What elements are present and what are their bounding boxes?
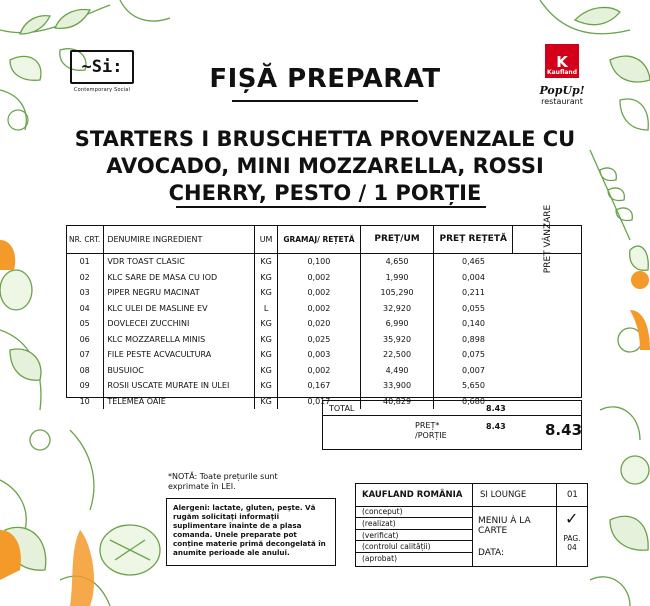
cell-um: KG	[255, 316, 277, 332]
company-name: KAUFLAND ROMÂNIA	[362, 490, 463, 500]
cell-price-recipe: 0,140	[433, 316, 513, 332]
cell-gramaj: 0,167	[277, 378, 360, 394]
cell-nr: 07	[79, 350, 90, 360]
allergen-notice: Alergeni: lactate, gluten, pește. Vă rugăm solicitați informații suplimentare înainte de a plasa comanda. Unele preparate pot conține materie primă decongelată în anumite perioade ale anului.	[166, 498, 336, 566]
cell-ingredient: ROSII USCATE MURATE IN ULEI	[104, 378, 255, 394]
cell-um: KG	[255, 332, 277, 348]
cell-nr: 04	[79, 303, 90, 313]
table-row	[66, 347, 582, 363]
menu-type: MENIU À LA CARTE	[478, 516, 531, 536]
document-code: 01	[567, 490, 578, 500]
table-row	[66, 270, 582, 286]
vegetable-illustration-bottom-right	[590, 300, 650, 606]
cell-price-um: 1,990	[361, 270, 434, 286]
cell-um: L	[255, 301, 277, 317]
price-note: *NOTĂ: Toate prețurile sunt exprimate în LEI.	[168, 472, 278, 491]
header-um: UM	[255, 225, 277, 254]
cell-um: KG	[255, 270, 277, 286]
cell-gramaj: 0,003	[277, 347, 360, 363]
vegetable-illustration-bottom-left	[60, 430, 170, 606]
cell-price-recipe: 0,211	[433, 285, 513, 301]
approval-steps	[356, 506, 472, 565]
cell-nr: 05	[79, 319, 90, 329]
totals-divider	[323, 415, 581, 416]
cell-ingredient: KLC SARE DE MASA CU IOD	[104, 270, 255, 286]
portion-price-value: 8.43	[486, 422, 506, 431]
header-nr: NR. CRT.	[66, 225, 104, 254]
document-title: FIȘĂ PREPARAT	[209, 64, 441, 94]
cell-price-um: 4,490	[361, 363, 434, 379]
vegetable-illustration-left	[0, 200, 70, 606]
signature-block	[355, 483, 588, 567]
table-row	[66, 332, 582, 348]
ingredients-table	[66, 204, 582, 409]
kaufland-k-icon: K	[556, 53, 568, 71]
step-approved: (aprobat)	[362, 554, 398, 564]
table-row	[66, 316, 582, 332]
page-number: PAG. 04	[563, 534, 581, 552]
signature-divider-2	[556, 484, 557, 566]
table-row	[66, 285, 582, 301]
header-gramaj: GRAMAJ/ REȚETĂ	[277, 225, 360, 254]
cell-price-recipe: 5,650	[433, 378, 513, 394]
cell-ingredient: KLC ULEI DE MASLINE EV	[104, 301, 255, 317]
cell-ingredient: BUSUIOC	[104, 363, 255, 379]
table-row	[66, 363, 582, 379]
sale-price-label: PREȚ VÂNZARE	[542, 204, 553, 274]
cell-price-um: 4,650	[361, 254, 434, 270]
cell-nr: 10	[79, 396, 90, 406]
cell-nr: 01	[79, 257, 90, 267]
cell-price-um: 22,500	[361, 347, 434, 363]
cell-um: KG	[255, 378, 277, 394]
cell-price-recipe: 0,898	[433, 332, 513, 348]
cell-price-um: 33,900	[361, 378, 434, 394]
cell-nr: 09	[79, 381, 90, 391]
si-logo-mark: ~Si:	[70, 50, 134, 84]
cell-gramaj: 0,002	[277, 270, 360, 286]
portion-price-label: PREȚ* /PORȚIE	[415, 421, 447, 440]
step-quality-control: (controlul calității)	[356, 541, 472, 553]
step-verified: (verificat)	[356, 530, 472, 542]
cell-nr: 02	[79, 272, 90, 282]
cell-ingredient: VDR TOAST CLASIC	[104, 254, 255, 270]
kaufland-logo-text: Kaufland	[546, 69, 578, 76]
cell-price-um: 35,920	[361, 332, 434, 348]
step-realized: (realizat)	[356, 518, 472, 530]
check-icon: ✓	[565, 509, 579, 528]
cell-gramaj: 0,017	[277, 394, 360, 410]
cell-um: KG	[255, 285, 277, 301]
dish-title: STARTERS I BRUSCHETTA PROVENZALE CU AVOCADO, MINI MOZZARELLA, ROSSI CHERRY, PESTO / 1 PORȚIE	[74, 127, 576, 205]
cell-ingredient: TELEMEA OAIE	[104, 394, 255, 410]
cell-um: KG	[255, 347, 277, 363]
table-row	[66, 301, 582, 317]
totals-box	[322, 400, 582, 450]
cell-gramaj: 0,020	[277, 316, 360, 332]
cell-gramaj: 0,002	[277, 301, 360, 317]
cell-nr: 03	[79, 288, 90, 298]
sale-price-value: 8.43	[545, 421, 583, 439]
total-label: TOTAL	[329, 404, 355, 413]
cell-price-um: 32,920	[361, 301, 434, 317]
cell-ingredient: FILE PESTE ACVACULTURA	[104, 347, 255, 363]
restaurant-logo-text: restaurant	[541, 97, 583, 106]
cell-ingredient: DOVLECEI ZUCCHINI	[104, 316, 255, 332]
cell-price-recipe: 0,465	[433, 254, 513, 270]
signature-divider-1	[472, 484, 473, 566]
si-logo-tagline: Contemporary Social	[73, 87, 131, 93]
total-value: 8.43	[486, 404, 506, 413]
cell-gramaj: 0,002	[277, 285, 360, 301]
table-row	[66, 378, 582, 394]
cell-price-recipe: 0,075	[433, 347, 513, 363]
cell-ingredient: PIPER NEGRU MACINAT	[104, 285, 255, 301]
step-conceived: (conceput)	[356, 506, 472, 518]
cell-nr: 06	[79, 334, 90, 344]
cell-gramaj: 0,025	[277, 332, 360, 348]
table-row	[66, 254, 582, 270]
cell-price-recipe: 0,680	[433, 394, 513, 410]
cell-price-recipe: 0,004	[433, 270, 513, 286]
date-label: DATA:	[478, 548, 505, 558]
cell-um: KG	[255, 363, 277, 379]
header-ingredient: DENUMIRE INGREDIENT	[104, 225, 255, 254]
title-underline	[232, 100, 418, 102]
cell-um: KG	[255, 254, 277, 270]
cell-price-um: 105,290	[361, 285, 434, 301]
cell-price-recipe: 0,007	[433, 363, 513, 379]
cell-nr: 08	[79, 365, 90, 375]
cell-gramaj: 0,100	[277, 254, 360, 270]
cell-price-um: 40,829	[361, 394, 434, 410]
cell-gramaj: 0,002	[277, 363, 360, 379]
cell-um: KG	[255, 394, 277, 410]
header-price-um: PREȚ/UM	[361, 225, 434, 254]
cell-price-um: 6,990	[361, 316, 434, 332]
venue-name: SI LOUNGE	[480, 490, 527, 500]
sale-price-column	[513, 204, 582, 274]
cell-price-recipe: 0,055	[433, 301, 513, 317]
dish-title-underline	[176, 206, 486, 208]
popup-logo-text: PopUp!	[539, 84, 585, 97]
cell-ingredient: KLC MOZZARELLA MINIS	[104, 332, 255, 348]
header-price-recipe: PREȚ REȚETĂ	[433, 225, 513, 254]
